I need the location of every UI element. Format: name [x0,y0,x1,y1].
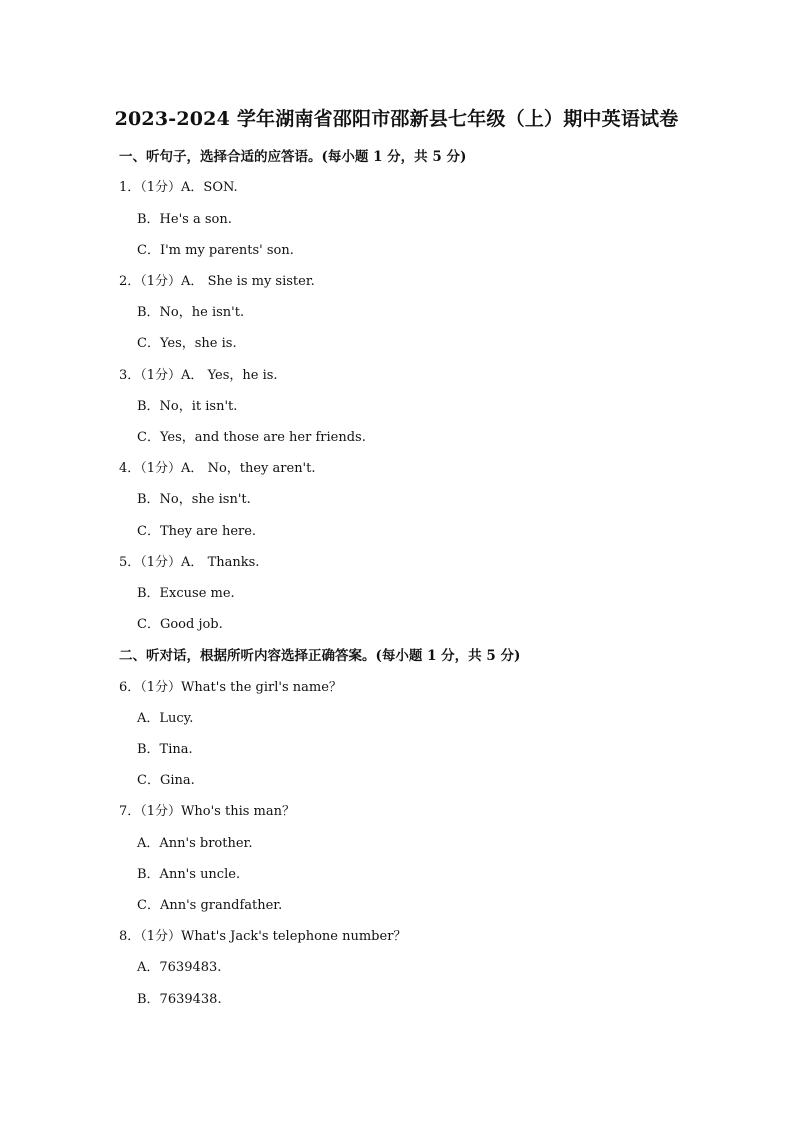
question-2-option-c: C．Yes，she is. [137,336,237,351]
question-7: 7．（1分）Who's this man？ [119,804,295,819]
question-1-option-c: C．I'm my parents' son. [137,243,294,258]
question-4-option-c: C．They are here. [137,524,257,539]
question-8: 8．（1分）What's Jack's telephone number？ [119,929,407,944]
question-7-option-c: C．Ann's grandfather. [137,898,283,913]
section-2-heading: 二、听对话，根据所听内容选择正确答案。(每小题 1 分，共 5 分) [119,648,521,664]
question-3: 3．（1分）A． Yes，he is. [119,368,278,383]
question-6-option-b: B．Tina. [137,742,193,757]
question-7-option-a: A．Ann's brother. [137,836,253,851]
question-3-option-b: B．No，it isn't. [137,399,238,414]
question-8-option-a: A．7639483. [137,960,222,975]
question-5-option-b: B．Excuse me. [137,586,235,601]
question-4: 4．（1分）A． No，they aren't. [119,461,316,476]
question-7-option-b: B．Ann's uncle. [137,867,241,882]
question-2: 2．（1分）A． She is my sister. [119,274,315,289]
exam-title: 2023-2024 学年湖南省邵阳市邵新县七年级（上）期中英语试卷 [114,108,679,130]
question-1-option-b: B．He's a son. [137,212,232,227]
question-2-option-b: B．No，he isn't. [137,305,245,320]
question-3-option-c: C．Yes，and those are her friends. [137,430,366,445]
section-1-heading: 一、听句子，选择合适的应答语。(每小题 1 分，共 5 分) [119,149,467,165]
question-4-option-b: B．No，she isn't. [137,492,251,507]
question-1: 1．（1分）A．SON. [119,180,238,195]
question-5-option-c: C．Good job. [137,617,223,632]
question-6-option-a: A．Lucy. [137,711,194,726]
question-6-option-c: C．Gina. [137,773,195,788]
question-6: 6．（1分）What's the girl's name？ [119,680,342,695]
question-5: 5．（1分）A． Thanks. [119,555,260,570]
question-8-option-b: B．7639438. [137,992,222,1007]
